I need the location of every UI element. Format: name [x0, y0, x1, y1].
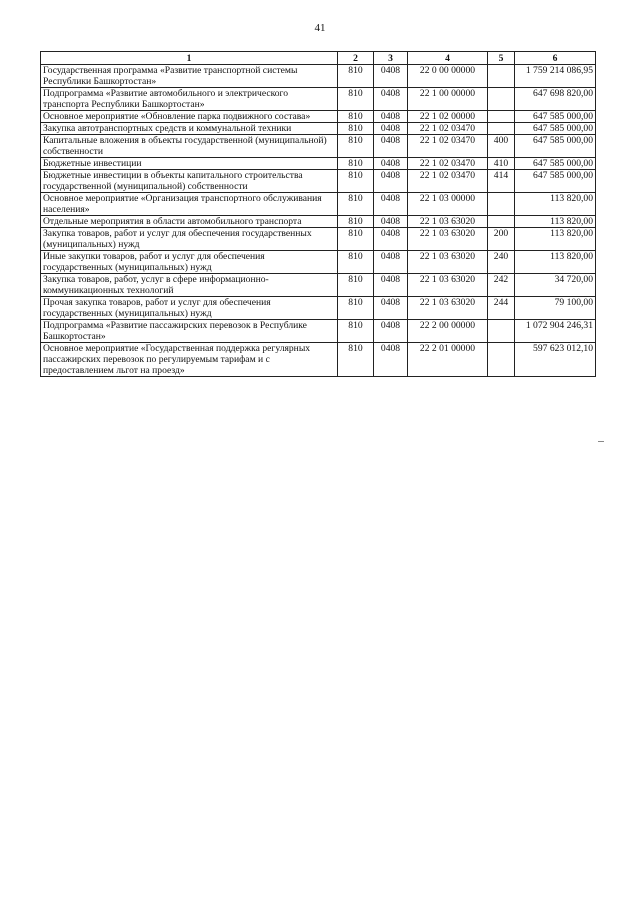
- row-target-article-cell: 22 0 00 00000: [408, 65, 488, 88]
- row-section-code-cell: 0408: [374, 193, 408, 216]
- row-target-article-cell: 22 1 03 63020: [408, 297, 488, 320]
- table-row: [41, 193, 596, 216]
- row-section-code-cell: 0408: [374, 320, 408, 343]
- table-row: [41, 343, 596, 377]
- row-ministry-code-cell: 810: [338, 297, 374, 320]
- row-amount-cell: 647 585 000,00: [515, 135, 596, 158]
- row-expense-type-cell: [488, 343, 515, 377]
- row-amount-cell: 34 720,00: [515, 274, 596, 297]
- row-section-code-cell: 0408: [374, 135, 408, 158]
- row-ministry-code-cell: 810: [338, 251, 374, 274]
- row-expense-type-cell: 244: [488, 297, 515, 320]
- table-row: [41, 158, 596, 170]
- row-name-cell: Капитальные вложения в объекты государственной (муниципальной) собственности: [41, 135, 338, 158]
- table-row: [41, 88, 596, 111]
- table-row: [41, 111, 596, 123]
- row-amount-cell: 597 623 012,10: [515, 343, 596, 377]
- row-target-article-cell: 22 2 01 00000: [408, 343, 488, 377]
- row-name-cell: Подпрограмма «Развитие пассажирских перевозок в Республике Башкортостан»: [41, 320, 338, 343]
- column-header: 1: [41, 52, 338, 65]
- row-section-code-cell: 0408: [374, 343, 408, 377]
- row-target-article-cell: 22 2 00 00000: [408, 320, 488, 343]
- row-expense-type-cell: [488, 123, 515, 135]
- row-amount-cell: 1 759 214 086,95: [515, 65, 596, 88]
- row-section-code-cell: 0408: [374, 170, 408, 193]
- table-row: [41, 216, 596, 228]
- row-name-cell: Основное мероприятие «Обновление парка подвижного состава»: [41, 111, 338, 123]
- row-ministry-code-cell: 810: [338, 193, 374, 216]
- row-name-cell: Закупка автотранспортных средств и коммунальной техники: [41, 123, 338, 135]
- row-ministry-code-cell: 810: [338, 216, 374, 228]
- scan-mark: [598, 441, 604, 442]
- row-ministry-code-cell: 810: [338, 228, 374, 251]
- table-row: [41, 320, 596, 343]
- row-name-cell: Закупка товаров, работ, услуг в сфере информационно-коммуникационных технологий: [41, 274, 338, 297]
- row-target-article-cell: 22 1 03 63020: [408, 216, 488, 228]
- column-header: 2: [338, 52, 374, 65]
- page-number: 41: [314, 22, 326, 34]
- row-section-code-cell: 0408: [374, 297, 408, 320]
- row-ministry-code-cell: 810: [338, 135, 374, 158]
- row-target-article-cell: 22 1 03 63020: [408, 228, 488, 251]
- row-target-article-cell: 22 1 03 00000: [408, 193, 488, 216]
- row-expense-type-cell: 414: [488, 170, 515, 193]
- row-expense-type-cell: 242: [488, 274, 515, 297]
- column-header: 6: [515, 52, 596, 65]
- row-target-article-cell: 22 1 02 03470: [408, 123, 488, 135]
- row-expense-type-cell: 200: [488, 228, 515, 251]
- row-target-article-cell: 22 1 02 00000: [408, 111, 488, 123]
- row-expense-type-cell: [488, 216, 515, 228]
- row-target-article-cell: 22 1 02 03470: [408, 158, 488, 170]
- column-header: 5: [488, 52, 515, 65]
- row-amount-cell: 113 820,00: [515, 251, 596, 274]
- row-expense-type-cell: 240: [488, 251, 515, 274]
- row-amount-cell: 79 100,00: [515, 297, 596, 320]
- row-amount-cell: 647 585 000,00: [515, 123, 596, 135]
- column-header: 3: [374, 52, 408, 65]
- row-name-cell: Государственная программа «Развитие транспортной системы Республики Башкортостан»: [41, 65, 338, 88]
- row-target-article-cell: 22 1 03 63020: [408, 251, 488, 274]
- row-name-cell: Основное мероприятие «Государственная поддержка регулярных пассажирских перевозок по регулируемым тарифам и с предоставлением льгот на проезд»: [41, 343, 338, 377]
- row-ministry-code-cell: 810: [338, 170, 374, 193]
- row-section-code-cell: 0408: [374, 123, 408, 135]
- table-row: [41, 65, 596, 88]
- row-section-code-cell: 0408: [374, 158, 408, 170]
- row-target-article-cell: 22 1 02 03470: [408, 170, 488, 193]
- row-ministry-code-cell: 810: [338, 123, 374, 135]
- row-expense-type-cell: [488, 193, 515, 216]
- row-section-code-cell: 0408: [374, 216, 408, 228]
- budget-table: [40, 51, 596, 377]
- row-expense-type-cell: 400: [488, 135, 515, 158]
- row-section-code-cell: 0408: [374, 88, 408, 111]
- row-name-cell: Отдельные мероприятия в области автомобильного транспорта: [41, 216, 338, 228]
- table-header-row: [41, 52, 596, 65]
- row-expense-type-cell: [488, 320, 515, 343]
- row-expense-type-cell: 410: [488, 158, 515, 170]
- row-ministry-code-cell: 810: [338, 158, 374, 170]
- table-row: [41, 274, 596, 297]
- row-name-cell: Бюджетные инвестиции в объекты капитального строительства государственной (муниципальной) собственности: [41, 170, 338, 193]
- table-row: [41, 297, 596, 320]
- row-ministry-code-cell: 810: [338, 65, 374, 88]
- row-section-code-cell: 0408: [374, 111, 408, 123]
- row-name-cell: Иные закупки товаров, работ и услуг для обеспечения государственных (муниципальных) нужд: [41, 251, 338, 274]
- table-row: [41, 135, 596, 158]
- row-section-code-cell: 0408: [374, 228, 408, 251]
- table-row: [41, 123, 596, 135]
- row-amount-cell: 113 820,00: [515, 193, 596, 216]
- table-row: [41, 170, 596, 193]
- table-row: [41, 228, 596, 251]
- row-name-cell: Закупка товаров, работ и услуг для обеспечения государственных (муниципальных) нужд: [41, 228, 338, 251]
- row-expense-type-cell: [488, 88, 515, 111]
- row-expense-type-cell: [488, 65, 515, 88]
- row-amount-cell: 113 820,00: [515, 216, 596, 228]
- row-section-code-cell: 0408: [374, 251, 408, 274]
- row-ministry-code-cell: 810: [338, 88, 374, 111]
- row-ministry-code-cell: 810: [338, 320, 374, 343]
- row-amount-cell: 647 585 000,00: [515, 158, 596, 170]
- row-amount-cell: 1 072 904 246,31: [515, 320, 596, 343]
- table-row: [41, 251, 596, 274]
- row-expense-type-cell: [488, 111, 515, 123]
- row-name-cell: Бюджетные инвестиции: [41, 158, 338, 170]
- row-target-article-cell: 22 1 00 00000: [408, 88, 488, 111]
- row-amount-cell: 647 585 000,00: [515, 111, 596, 123]
- row-target-article-cell: 22 1 02 03470: [408, 135, 488, 158]
- row-name-cell: Прочая закупка товаров, работ и услуг для обеспечения государственных (муниципальных) нужд: [41, 297, 338, 320]
- row-ministry-code-cell: 810: [338, 111, 374, 123]
- row-name-cell: Подпрограмма «Развитие автомобильного и электрического транспорта Республики Башкортостан»: [41, 88, 338, 111]
- row-amount-cell: 647 585 000,00: [515, 170, 596, 193]
- row-section-code-cell: 0408: [374, 274, 408, 297]
- row-section-code-cell: 0408: [374, 65, 408, 88]
- row-amount-cell: 647 698 820,00: [515, 88, 596, 111]
- row-target-article-cell: 22 1 03 63020: [408, 274, 488, 297]
- row-ministry-code-cell: 810: [338, 274, 374, 297]
- row-ministry-code-cell: 810: [338, 343, 374, 377]
- column-header: 4: [408, 52, 488, 65]
- row-amount-cell: 113 820,00: [515, 228, 596, 251]
- row-name-cell: Основное мероприятие «Организация транспортного обслуживания населения»: [41, 193, 338, 216]
